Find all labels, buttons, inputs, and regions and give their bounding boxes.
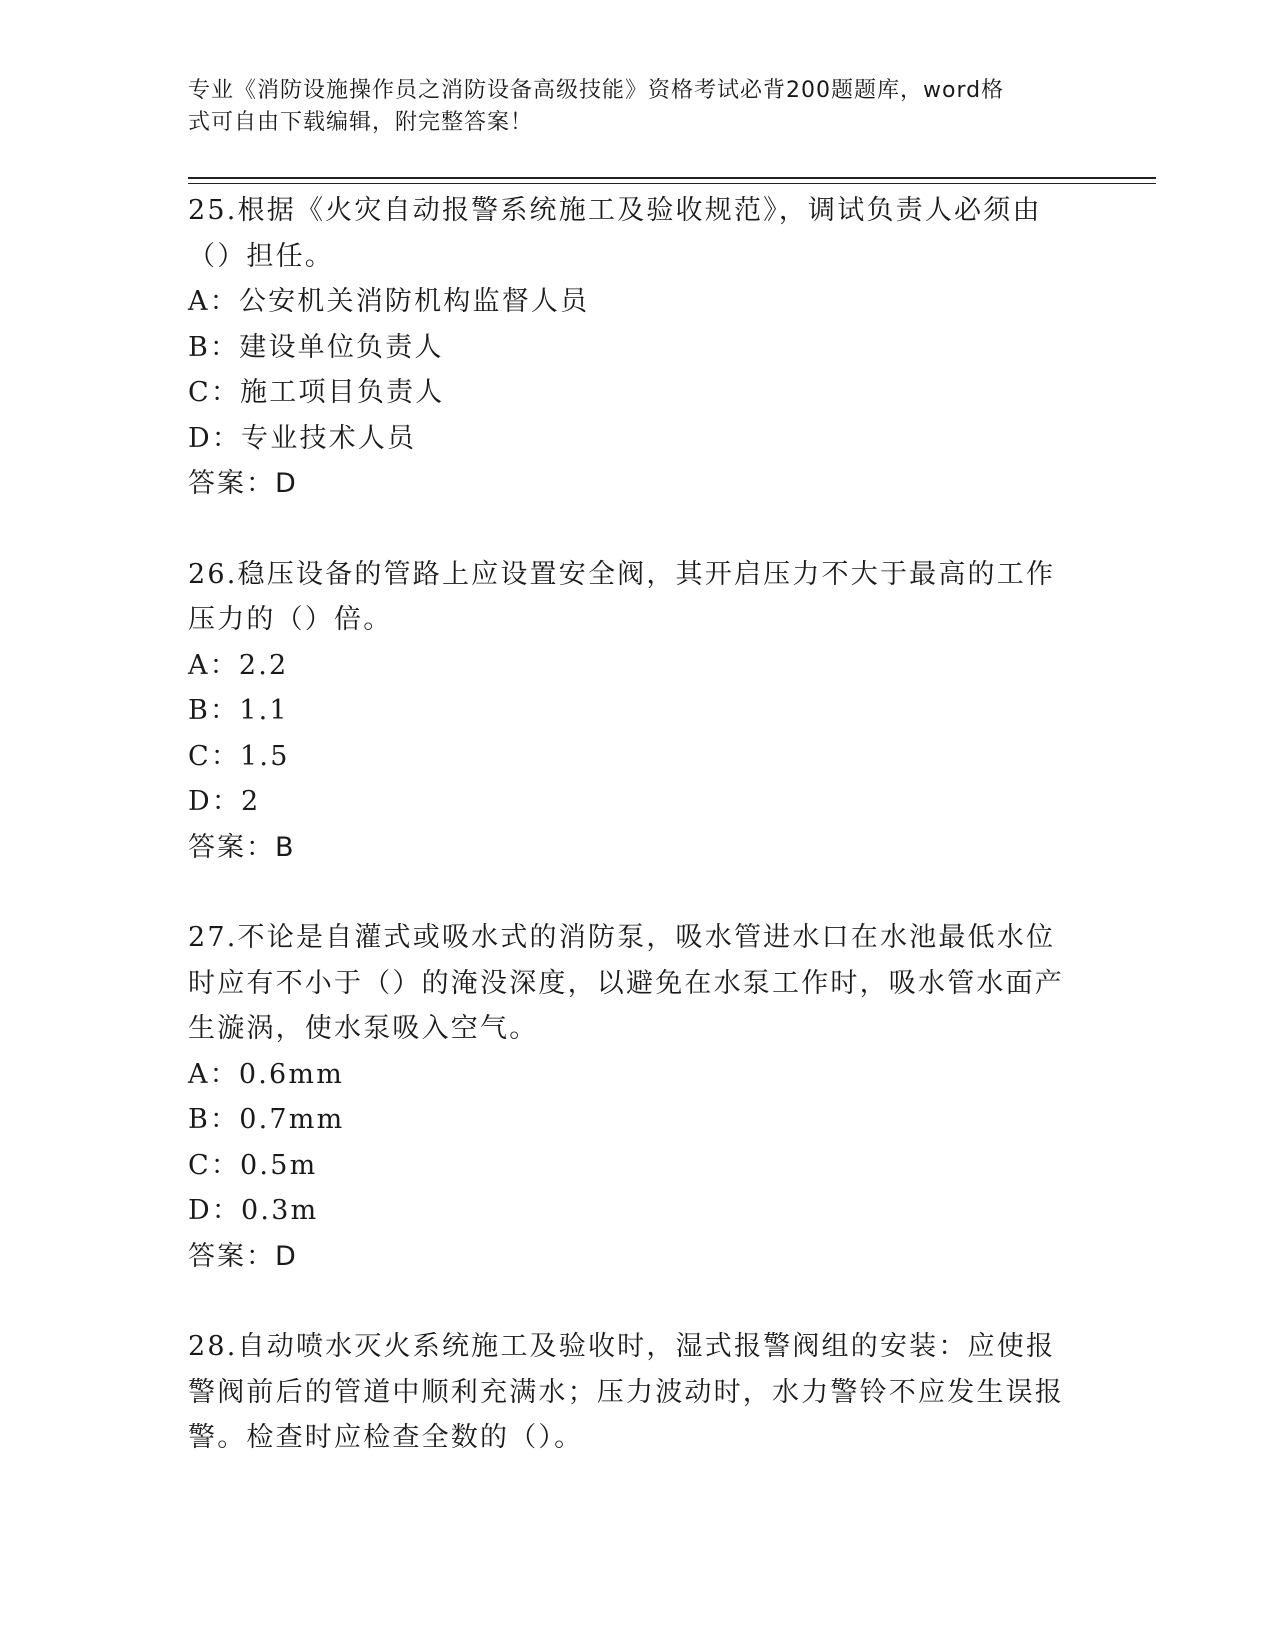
option-d: D：0.3m [188, 1195, 319, 1226]
option-c: C：1.5 [188, 740, 290, 772]
document-header [188, 75, 1068, 139]
question-spacer [188, 870, 1078, 915]
header-intro-line-2: 式可自由下载编辑，附完整答案！ [188, 110, 534, 135]
question-text: 28.自动喷水灭火系统施工及验收时，湿式报警阀组的安装：应使报警阀前后的管道中顺利充满水；压力波动时，水力警铃不应发生误报警。检查时应检查全数的（）。 [188, 1331, 1064, 1453]
question-spacer [188, 507, 1078, 552]
question-list [188, 188, 1078, 1461]
option-b: B：0.7mm [188, 1104, 345, 1135]
question-spacer [188, 1279, 1078, 1324]
option-d: D：专业技术人员 [188, 422, 417, 454]
answer-line: 答案：B [188, 831, 296, 863]
option-c: C：0.5m [188, 1149, 318, 1181]
question-text: 25.根据《火灾自动报警系统施工及验收规范》，调试负责人必须由（）担任。 [188, 195, 1042, 272]
question-25 [188, 188, 1078, 507]
question-26 [188, 552, 1078, 871]
option-c: C：施工项目负责人 [188, 377, 445, 408]
question-text: 26.稳压设备的管路上应设置安全阀，其开启压力不大于最高的工作压力的（）倍。 [188, 558, 1056, 635]
answer-line: 答案：D [188, 468, 298, 499]
option-b: B：1.1 [188, 695, 289, 726]
option-a: A：0.6mm [188, 1058, 345, 1090]
option-a: A：2.2 [188, 649, 289, 681]
question-text: 27.不论是自灌式或吸水式的消防泵，吸水管进水口在水池最低水位时应有不小于（）的淹没深度，以避免在水泵工作时，吸水管水面产生漩涡，使水泵吸入空气。 [188, 922, 1064, 1044]
header-intro-line-1: 专业《消防设施操作员之消防设备高级技能》资格考试必背200题题库，word格 [188, 78, 1005, 103]
answer-line: 答案：D [188, 1240, 298, 1272]
header-divider-thick [188, 177, 1156, 179]
header-divider-thin [188, 183, 1156, 184]
question-28 [188, 1324, 1078, 1461]
option-d: D：2 [188, 786, 261, 817]
option-a: A：公安机关消防机构监督人员 [188, 286, 590, 317]
question-27 [188, 915, 1078, 1279]
option-b: B：建设单位负责人 [188, 331, 444, 363]
